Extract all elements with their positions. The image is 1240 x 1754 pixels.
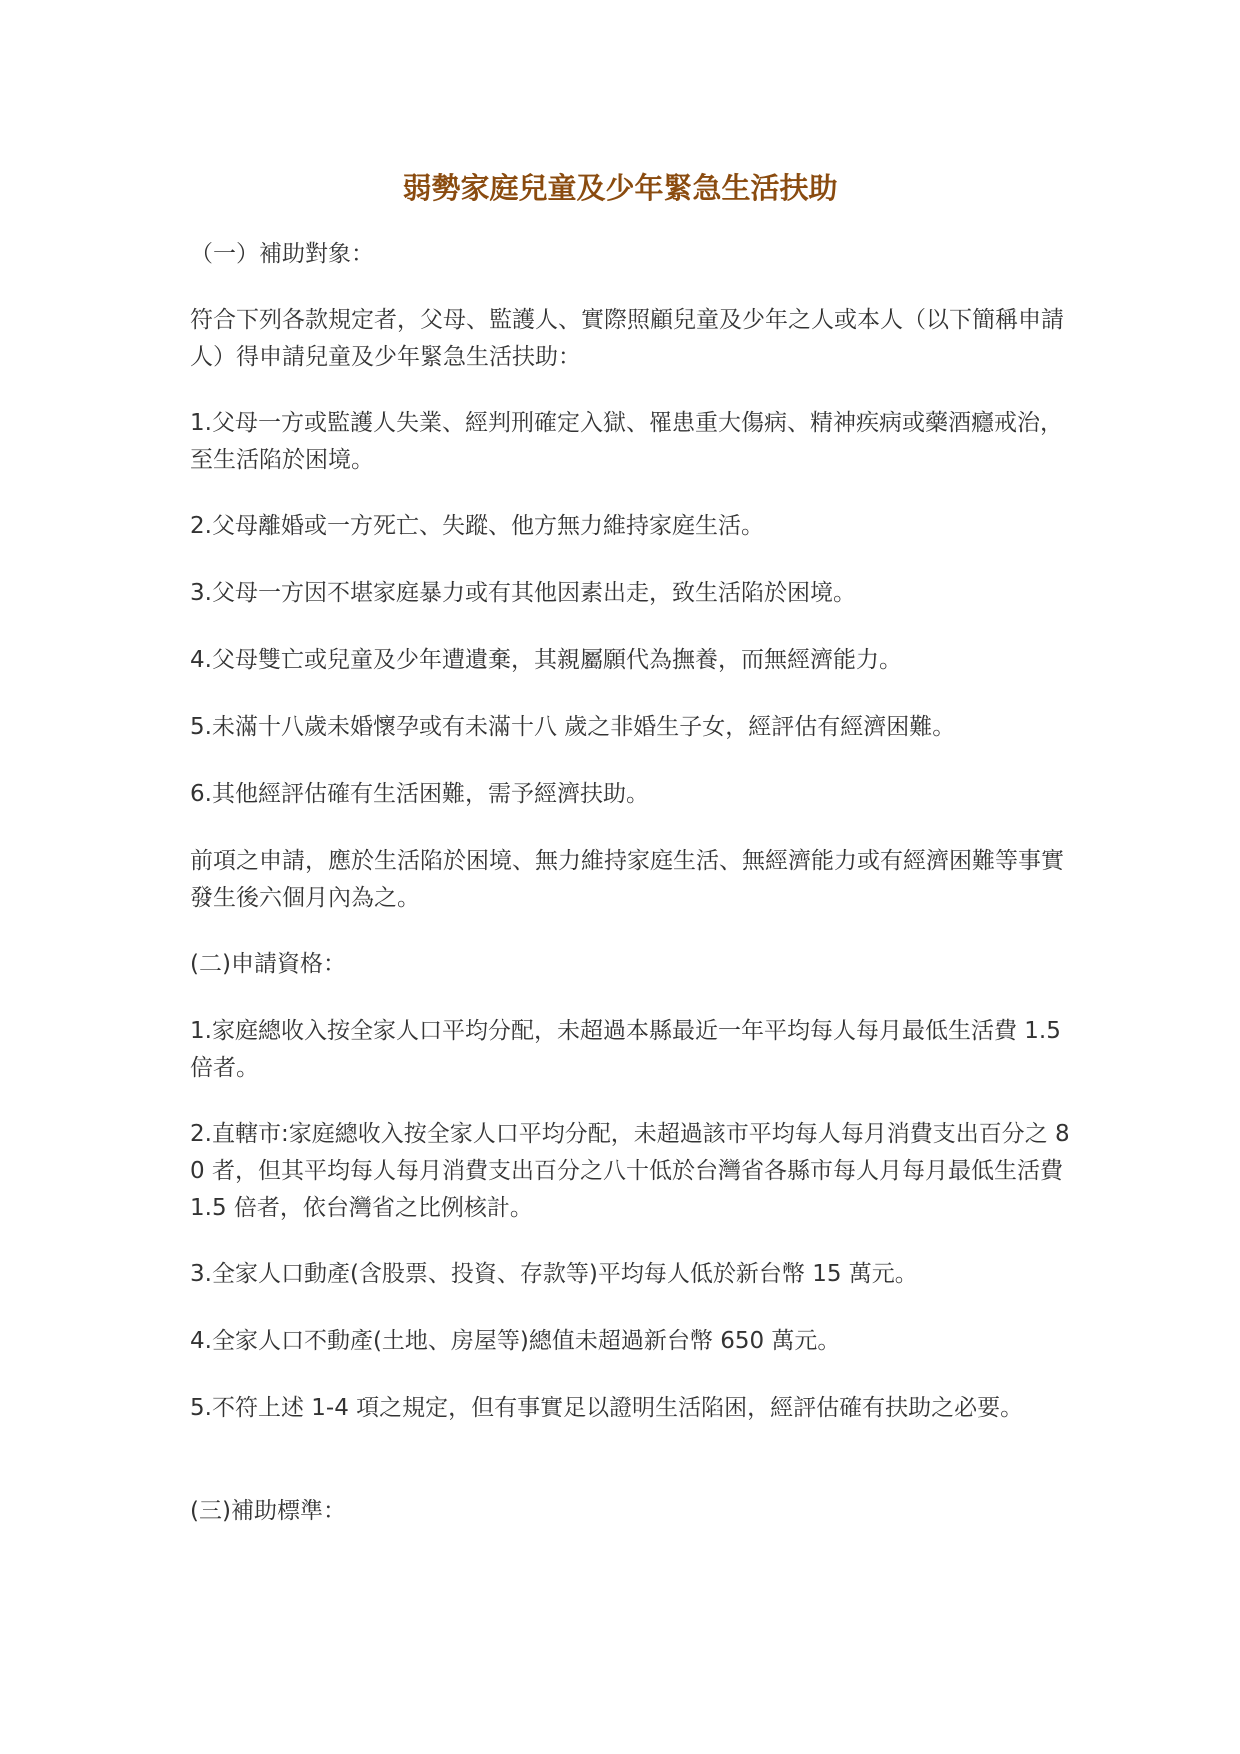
section3-heading: (三)補助標準： — [190, 1498, 346, 1524]
section2-item-3: 3.全家人口動產(含股票、投資、存款等)平均每人低於新台幣 15 萬元。 — [190, 1261, 918, 1287]
section1-heading: （一）補助對象： — [190, 241, 374, 267]
section1-item-3: 3.父母一方因不堪家庭暴力或有其他因素出走，致生活陷於困境。 — [190, 580, 856, 606]
section1-item-6: 6.其他經評估確有生活困難，需予經濟扶助。 — [190, 781, 649, 807]
section1-item-2: 2.父母離婚或一方死亡、失蹤、他方無力維持家庭生活。 — [190, 513, 764, 539]
section2-item-2: 2.直轄市:家庭總收入按全家人口平均分配，未超過該市平均每人每月消費支出百分之 80 者，但其平均每人每月消費支出百分之八十低於台灣省各縣市每人月每月最低生活費 1.5 倍者，依台灣省之比例核計。 — [190, 1121, 1070, 1221]
section1-item-1: 1.父母一方或監護人失業、經判刑確定入獄、罹患重大傷病、精神疾病或藥酒癮戒治，至生活陷於困境。 — [190, 410, 1063, 473]
section1-item-4: 4.父母雙亡或兒童及少年遭遺棄，其親屬願代為撫養，而無經濟能力。 — [190, 647, 902, 673]
section2-heading: (二)申請資格： — [190, 951, 346, 977]
section2-item-4: 4.全家人口不動產(土地、房屋等)總值未超過新台幣 650 萬元。 — [190, 1328, 841, 1354]
section2-item-1: 1.家庭總收入按全家人口平均分配，未超過本縣最近一年平均每人每月最低生活費 1.5 倍者。 — [190, 1018, 1061, 1081]
page-title: 弱勢家庭兒童及少年緊急生活扶助 — [402, 171, 838, 205]
section1-note: 前項之申請，應於生活陷於困境、無力維持家庭生活、無經濟能力或有經濟困難等事實發生後六個月內為之。 — [190, 848, 1064, 911]
section1-item-5: 5.未滿十八歲未婚懷孕或有未滿十八 歲之非婚生子女，經評估有經濟困難。 — [190, 714, 956, 740]
section2-item-5: 5.不符上述 1-4 項之規定，但有事實足以證明生活陷困，經評估確有扶助之必要。 — [190, 1395, 1024, 1421]
intro-paragraph: 符合下列各款規定者，父母、監護人、實際照顧兒童及少年之人或本人（以下簡稱申請人）得申請兒童及少年緊急生活扶助： — [190, 307, 1064, 370]
